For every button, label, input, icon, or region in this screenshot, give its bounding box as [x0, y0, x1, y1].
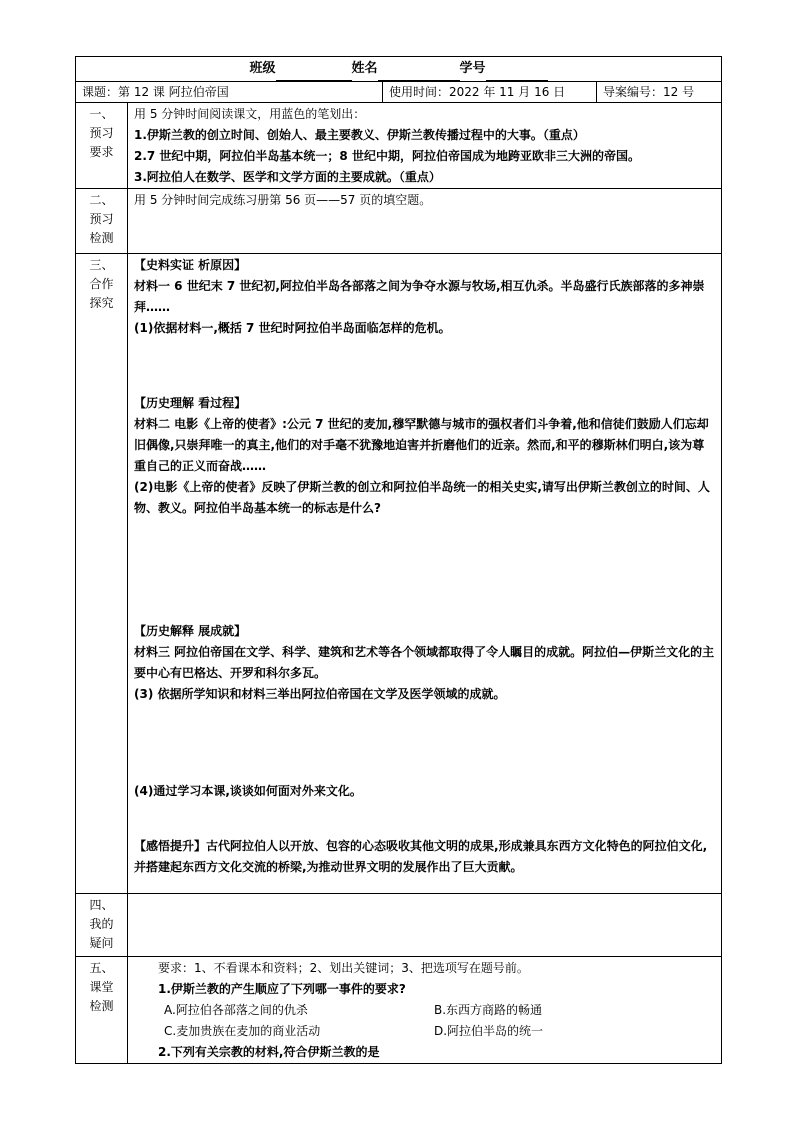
question-one: (1)依据材料一,概括 7 世纪时阿拉伯半岛面临怎样的危机。	[134, 321, 451, 335]
section-title: 一、 预习 要求	[76, 103, 128, 189]
options-row	[134, 1000, 715, 1021]
number-blank[interactable]	[486, 66, 548, 81]
section-body	[128, 957, 722, 1064]
answer-space[interactable]	[134, 339, 715, 393]
test-requirements: 要求：1、不看课本和资料；2、划出关键词；3、把选项写在题号前。	[158, 961, 529, 975]
section-preview-check	[76, 189, 722, 254]
class-blank[interactable]	[276, 66, 352, 81]
answer-space[interactable]	[134, 519, 715, 621]
topic-cell: 课题：第 12 课 阿拉伯帝国	[76, 82, 383, 103]
class-label: 班级	[249, 61, 276, 76]
insight-text: 古代阿拉伯人以开放、包容的心态吸收其他文明的成果,形成兼具东西方文化特色的阿拉伯文化,并搭建起东西方文化交流的桥梁,为推动世界文明的发展作出了巨大贡献。	[134, 839, 708, 874]
subheading-explanation: 【历史解释 展成就】	[134, 624, 247, 638]
study-guide-table	[75, 56, 722, 1064]
guide-code-cell: 导案编号：12 号	[597, 82, 722, 103]
requirement-item: 2.7 世纪中期，阿拉伯半岛基本统一；8 世纪中期，阿拉伯帝国成为地跨亚欧非三大洲的帝国。	[134, 149, 640, 163]
questions-answer-area[interactable]	[128, 894, 722, 957]
option-d[interactable]: D.阿拉伯半岛的统一	[434, 1024, 544, 1038]
section-classroom-test	[76, 957, 722, 1064]
section-body	[128, 103, 722, 189]
question-four: (4)通过学习本课,谈谈如何面对外来文化。	[134, 784, 362, 798]
question-two: (2)电影《上帝的使者》反映了伊斯兰教的创立和阿拉伯半岛统一的相关史实,请写出伊斯兰教创立的时间、人物、教义。阿拉伯半岛基本统一的标志是什么?	[134, 480, 710, 515]
section-title: 四、 我的 疑问	[76, 894, 128, 957]
material-one: 材料一 6 世纪末 7 世纪初,阿拉伯半岛各部落之间为争夺水源与牧场,相互仇杀。半岛盛行氏族部落的多神崇拜……	[134, 279, 705, 314]
preview-task: 用 5 分钟时间完成练习册第 56 页——57 页的填空题。	[134, 193, 432, 207]
answer-space[interactable]	[134, 705, 715, 781]
section-body	[128, 189, 722, 254]
header-row	[76, 57, 722, 82]
section-title: 三、 合作 探究	[76, 254, 128, 894]
subheading-insight: 【感悟提升】	[134, 839, 207, 853]
name-label: 姓名	[351, 61, 378, 76]
meta-row	[76, 82, 722, 103]
subheading-evidence: 【史料实证 析原因】	[134, 258, 247, 272]
insight-paragraph	[134, 836, 715, 878]
answer-space[interactable]	[134, 802, 715, 836]
options-row	[134, 1021, 715, 1042]
usage-time-cell: 使用时间：2022 年 11 月 16 日	[383, 82, 597, 103]
requirement-item: 1.伊斯兰教的创立时间、创始人、最主要教义、伊斯兰教传播过程中的大事。（重点）	[134, 128, 585, 142]
subheading-understanding: 【历史理解 看过程】	[134, 396, 247, 410]
section-cooperative-inquiry	[76, 254, 722, 894]
section-title: 二、 预习 检测	[76, 189, 128, 254]
student-info-header	[76, 57, 722, 82]
number-label: 学号	[459, 61, 486, 76]
option-c[interactable]: C.麦加贵族在麦加的商业活动	[164, 1024, 321, 1038]
section-my-questions	[76, 894, 722, 957]
option-b[interactable]: B.东西方商路的畅通	[434, 1003, 543, 1017]
requirement-item: 3.阿拉伯人在数学、医学和文学方面的主要成就。（重点）	[134, 170, 441, 184]
test-question-one: 1.伊斯兰教的产生顺应了下列哪一事件的要求?	[158, 982, 406, 996]
study-guide-sheet	[75, 56, 721, 1064]
test-question-two: 2.下列有关宗教的材料,符合伊斯兰教的是	[158, 1045, 380, 1059]
material-three: 材料三 阿拉伯帝国在文学、科学、建筑和艺术等各个领域都取得了令人瞩目的成就。阿拉伯—伊斯兰文化的主要中心有巴格达、开罗和科尔多瓦。	[134, 645, 715, 680]
instruction-line: 用 5 分钟时间阅读课文，用蓝色的笔划出：	[134, 107, 366, 121]
material-two: 材料二 电影《上帝的使者》:公元 7 世纪的麦加,穆罕默德与城市的强权者们斗争着,他和信徒们鼓励人们忘却旧偶像,只崇拜唯一的真主,他们的对手毫不犹豫地迫害并折磨他们的近亲。然而,和平的穆斯林们明白,该为尊重自己的正义而奋战……	[134, 417, 709, 473]
option-a[interactable]: A.阿拉伯各部落之间的仇杀	[164, 1003, 308, 1017]
name-blank[interactable]	[378, 66, 460, 81]
section-body	[128, 254, 722, 894]
question-three: (3) 依据所学知识和材料三举出阿拉伯帝国在文学及医学领域的成就。	[134, 687, 506, 701]
section-preview-requirements	[76, 103, 722, 189]
section-title: 五、 课堂 检测	[76, 957, 128, 1064]
